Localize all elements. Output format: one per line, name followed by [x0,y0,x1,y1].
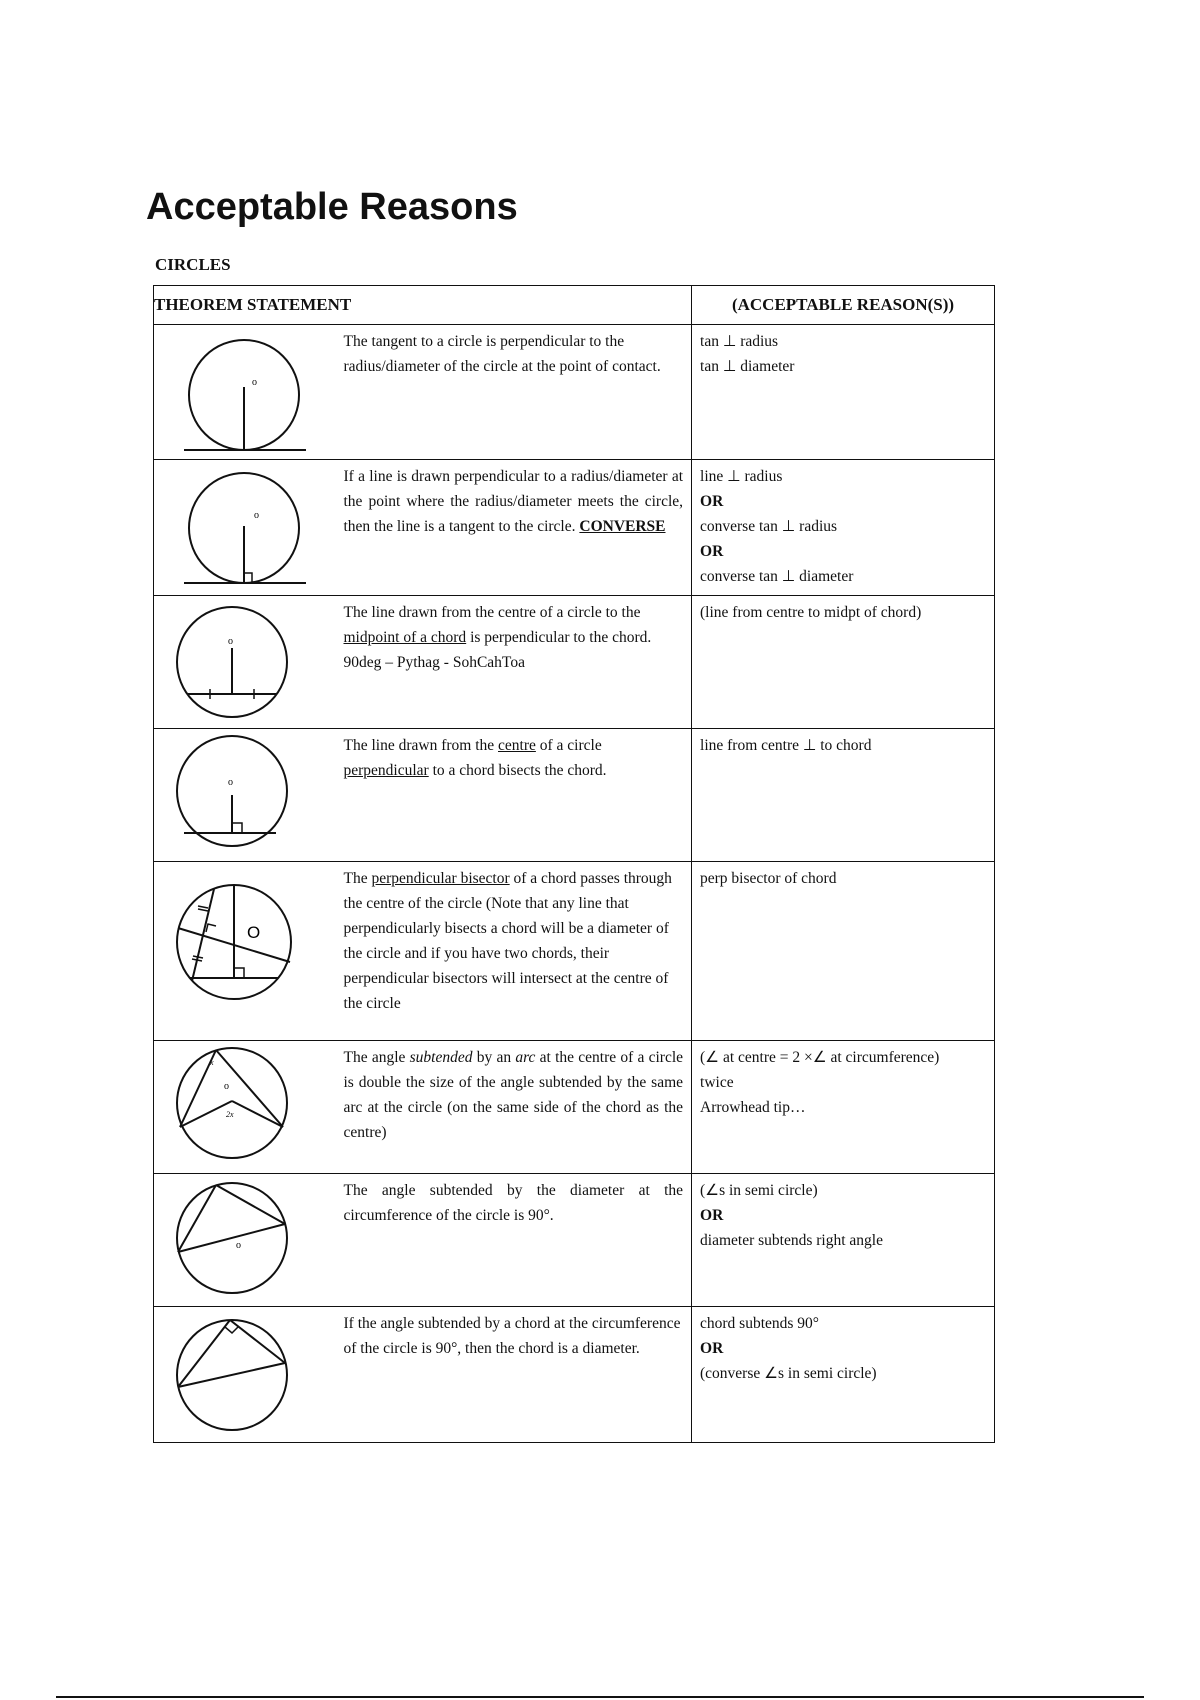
figure-cell [154,1307,334,1443]
midpoint-chord-diagram [154,596,334,727]
theorem-table [153,285,995,1443]
table-row [154,862,995,1041]
figure-cell [154,862,334,1041]
table-row [154,460,995,596]
reason-cell: (∠ at centre = 2 ×∠ at circumference) twice Arrowhead tip… [692,1041,995,1174]
statement-cell: If the angle subtended by a chord at the circumference of the circle is 90°, then the chord is a diameter. [334,1307,692,1443]
reason-cell: line from centre ⊥ to chord [692,729,995,862]
statement-cell: The angle subtended by the diameter at the circumference of the circle is 90°. [334,1174,692,1307]
centre-label: o [254,510,259,521]
table-row [154,1041,995,1174]
header-acceptable-reasons: (ACCEPTABLE REASON(S)) [692,286,995,325]
centre-label: o [252,377,257,388]
table-row [154,325,995,460]
statement-cell: The line drawn from the centre of a circle perpendicular to a chord bisects the chord. [334,729,692,862]
table-row [154,729,995,862]
figure-cell [154,1174,334,1307]
footer-rule [56,1696,1144,1698]
statement-cell: The line drawn from the centre of a circle to the midpoint of a chord is perpendicular to the chord. 90deg – Pythag - SohCahToa [334,596,692,729]
table-row [154,1174,995,1307]
semicircle-angle-diagram [154,1174,334,1305]
figure-cell [154,729,334,862]
centre-label: O [247,923,261,942]
figure-cell [154,1041,334,1174]
table-row [154,1307,995,1443]
centre-label: o [224,1081,229,1092]
reason-cell: line ⊥ radius OR converse tan ⊥ radius OR converse tan ⊥ diameter [692,460,995,596]
section-heading: CIRCLES [155,255,231,274]
figure-cell [154,460,334,596]
page-title: Acceptable Reasons [146,186,518,228]
figure-cell [154,596,334,729]
angle-2x-label: 2x [226,1110,234,1119]
converse-tangent-diagram [154,460,334,592]
perpendicular-bisector-diagram [154,862,334,1039]
angle-at-centre-diagram [154,1041,334,1172]
reason-cell: chord subtends 90° OR (converse ∠s in semi circle) [692,1307,995,1443]
perpendicular-chord-diagram [154,729,334,860]
converse-semicircle-diagram [154,1307,334,1441]
header-theorem-statement: THEOREM STATEMENT [154,286,692,325]
reason-cell: (line from centre to midpt of chord) [692,596,995,729]
reason-cell: perp bisector of chord [692,862,995,1041]
figure-cell [154,325,334,460]
centre-label: o [228,777,233,788]
statement-cell: The tangent to a circle is perpendicular to the radius/diameter of the circle at the point of contact. [334,325,692,460]
centre-label: o [236,1240,241,1251]
reason-cell: (∠s in semi circle) OR diameter subtends right angle [692,1174,995,1307]
reason-cell: tan ⊥ radius tan ⊥ diameter [692,325,995,460]
statement-cell: The angle subtended by an arc at the centre of a circle is double the size of the angle subtended by the same arc at the circle (on the same side of the chord as the centre) [334,1041,692,1174]
statement-cell: If a line is drawn perpendicular to a radius/diameter at the point where the radius/diameter meets the circle, then the line is a tangent to the circle. CONVERSE [334,460,692,596]
centre-label: o [228,636,233,647]
table-header-row [154,286,995,325]
angle-x-label: x [210,1058,214,1067]
tangent-radius-diagram [154,325,334,458]
statement-cell: The perpendicular bisector of a chord passes through the centre of the circle (Note that any line that perpendicularly bisects a chord will be a diameter of the circle and if you have two chords, their perpendicular bisectors will intersect at the centre of the circle [334,862,692,1041]
table-row [154,596,995,729]
